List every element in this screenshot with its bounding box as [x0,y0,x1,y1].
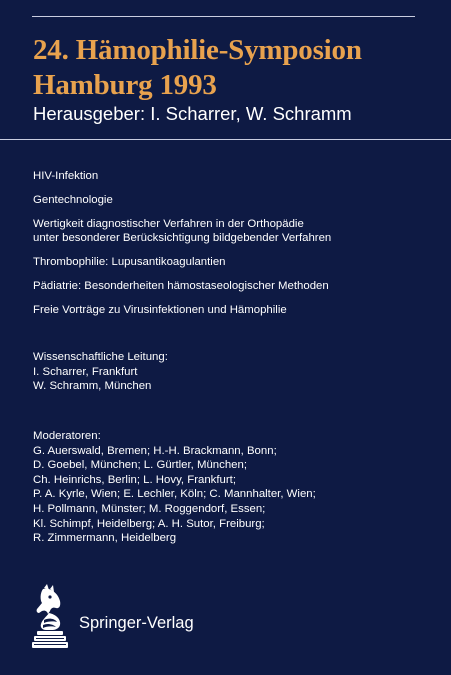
top-rule [32,16,415,17]
moderators-heading: Moderatoren: [33,430,101,442]
chess-knight-logo-icon [30,584,70,650]
moderators-line: H. Pollmann, Münster; M. Roggendorf, Essen; [33,502,266,515]
moderators-line: P. A. Kyrle, Wien; E. Lechler, Köln; C. Mannhalter, Wien; [33,488,316,501]
topic-item: HIV-Infektion [33,170,99,182]
book-title [33,33,362,103]
moderators-line: R. Zimmermann, Heidelberg [33,532,177,545]
publisher-name: Springer-Verlag [79,614,194,632]
topic-item: Pädiatrie: Besonderheiten hämostaseologischer Methoden [33,279,329,292]
scientific-lead-name: I. Scharrer, Frankfurt [33,365,138,378]
scientific-lead [33,350,168,394]
title-line-1: 24. Hämophilie-Symposion [33,34,362,66]
topic-item: Thrombophilie: Lupusantikoagulantien [33,255,226,268]
title-line-2: Hamburg 1993 [33,69,217,101]
topic-item: Freie Vorträge zu Virusinfektionen und Hämophilie [33,303,287,316]
topic-item: Wertigkeit diagnostischer Verfahren in der Orthopädie unter besonderer Berücksichtigung bildgebender Verfahren [33,218,332,244]
editors: Herausgeber: I. Scharrer, W. Schramm [33,103,352,124]
scientific-lead-name: W. Schramm, München [33,380,152,392]
moderators-line: D. Goebel, München; L. Gürtler, München; [33,459,248,472]
divider-rule [0,139,451,140]
moderators-line: G. Auerswald, Bremen; H.-H. Brackmann, Bonn; [33,444,277,457]
moderators-line: Kl. Schimpf, Heidelberg; A. H. Sutor, Freiburg; [33,517,265,530]
topic-item: Gentechnologie [33,194,113,206]
scientific-lead-heading: Wissenschaftliche Leitung: [33,351,168,363]
moderators [33,429,316,546]
moderators-line: Ch. Heinrichs, Berlin; L. Hovy, Frankfurt; [33,473,236,486]
topics-list [33,170,331,328]
